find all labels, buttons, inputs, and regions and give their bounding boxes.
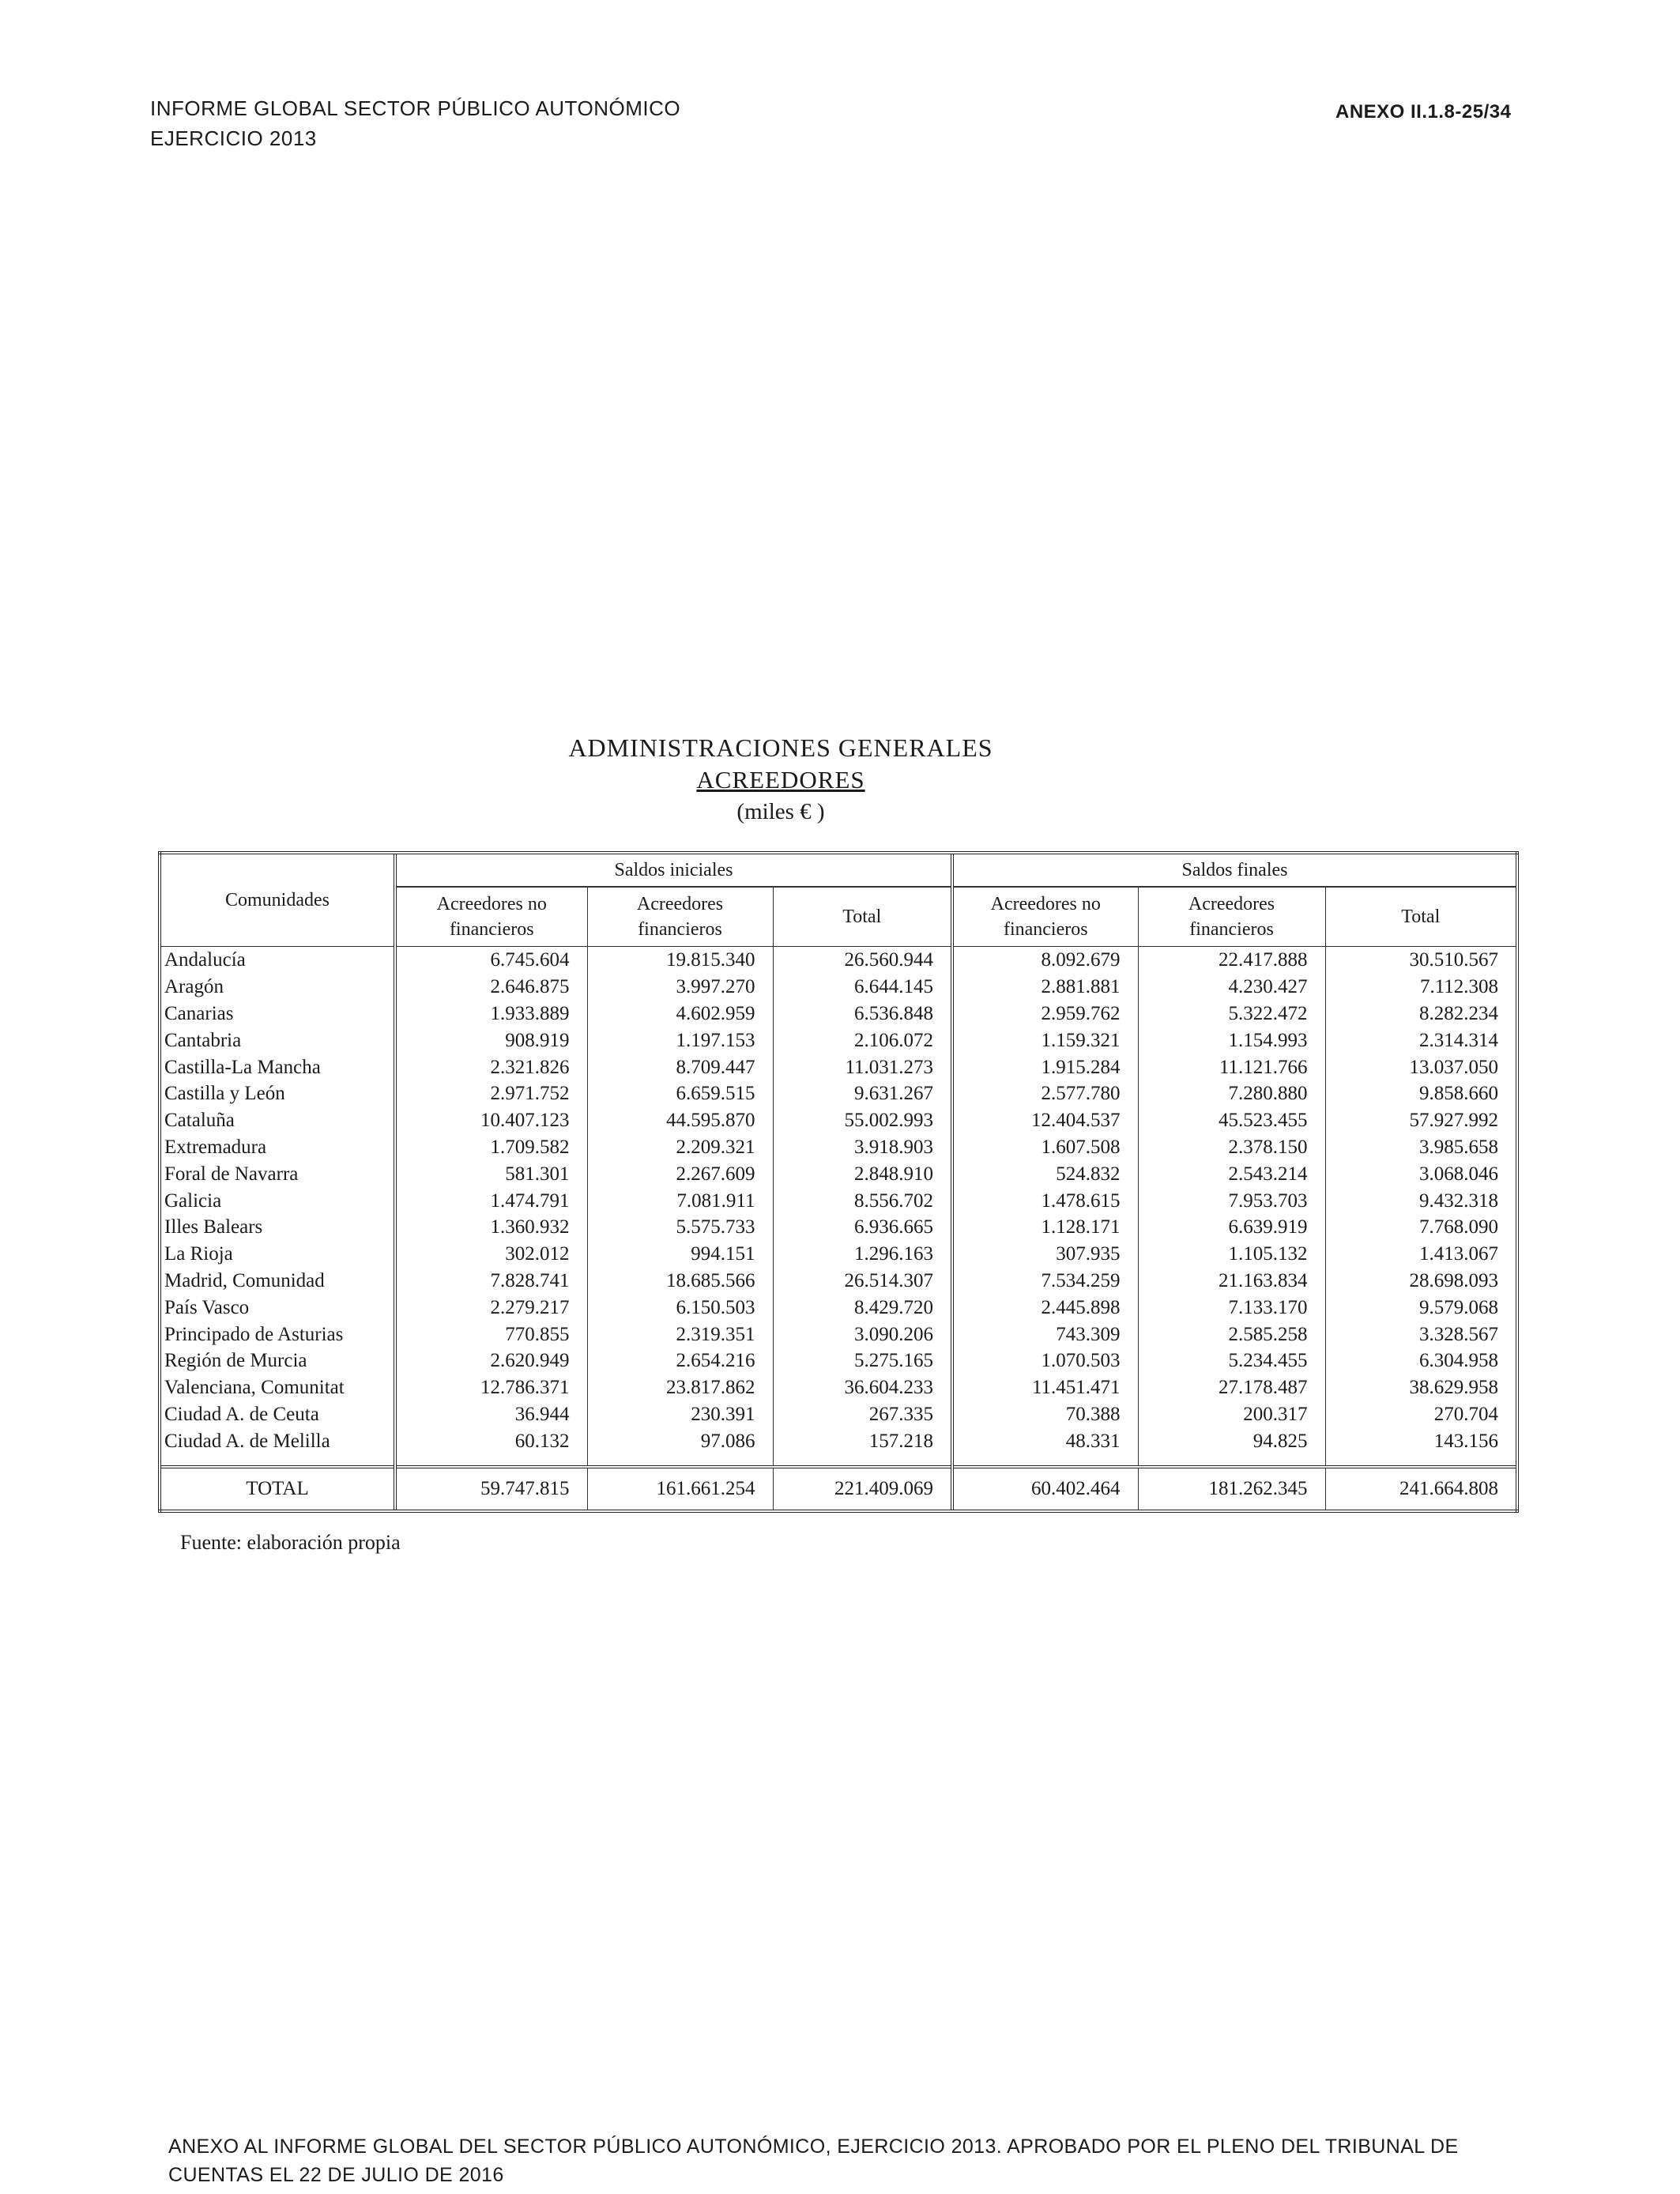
amount-cell: 7.953.703 xyxy=(1138,1187,1325,1214)
amount-cell: 6.936.665 xyxy=(773,1214,952,1241)
amount-cell: 8.092.679 xyxy=(952,947,1138,974)
amount-cell: 3.068.046 xyxy=(1325,1160,1517,1187)
amount-cell: 18.685.566 xyxy=(587,1268,773,1295)
amount-cell: 1.607.508 xyxy=(952,1134,1138,1161)
amount-cell: 1.474.791 xyxy=(395,1187,587,1214)
amount-cell: 9.579.068 xyxy=(1325,1294,1517,1321)
amount-cell: 22.417.888 xyxy=(1138,947,1325,974)
column-header-initial-nonfinancial: Acreedores no financieros xyxy=(395,887,587,947)
table-row xyxy=(160,1160,1517,1187)
spacer-row xyxy=(160,1454,1517,1467)
amount-cell: 36.944 xyxy=(395,1401,587,1428)
amount-cell: 23.817.862 xyxy=(587,1374,773,1401)
amount-cell: 12.404.537 xyxy=(952,1107,1138,1134)
table-units: (miles € ) xyxy=(736,799,825,824)
page-footer xyxy=(168,2132,1527,2189)
community-name: Galicia xyxy=(160,1187,395,1214)
amount-cell: 7.534.259 xyxy=(952,1268,1138,1295)
amount-cell: 2.620.949 xyxy=(395,1348,587,1374)
community-name: Illes Balears xyxy=(160,1214,395,1241)
amount-cell: 2.321.826 xyxy=(395,1054,587,1080)
table-row xyxy=(160,1241,1517,1268)
amount-cell: 181.262.345 xyxy=(1138,1467,1325,1511)
amount-cell: 44.595.870 xyxy=(587,1107,773,1134)
amount-cell: 7.280.880 xyxy=(1138,1080,1325,1107)
amount-cell: 36.604.233 xyxy=(773,1374,952,1401)
amount-cell: 2.577.780 xyxy=(952,1080,1138,1107)
table-row xyxy=(160,1294,1517,1321)
amount-cell: 28.698.093 xyxy=(1325,1268,1517,1295)
community-name: Cataluña xyxy=(160,1107,395,1134)
amount-cell: 5.575.733 xyxy=(587,1214,773,1241)
amount-cell: 5.275.165 xyxy=(773,1348,952,1374)
amount-cell: 2.585.258 xyxy=(1138,1321,1325,1348)
community-name: Castilla y León xyxy=(160,1080,395,1107)
table-row xyxy=(160,1080,1517,1107)
table-row xyxy=(160,974,1517,1001)
table-title: ADMINISTRACIONES GENERALES xyxy=(568,733,993,762)
amount-cell: 1.709.582 xyxy=(395,1134,587,1161)
amount-cell: 2.646.875 xyxy=(395,974,587,1001)
amount-cell: 770.855 xyxy=(395,1321,587,1348)
amount-cell: 94.825 xyxy=(1138,1427,1325,1454)
amount-cell: 3.997.270 xyxy=(587,974,773,1001)
table-row xyxy=(160,1401,1517,1428)
table-row xyxy=(160,1321,1517,1348)
amount-cell: 270.704 xyxy=(1325,1401,1517,1428)
table-row xyxy=(160,1214,1517,1241)
amount-cell: 8.709.447 xyxy=(587,1054,773,1080)
amount-cell: 994.151 xyxy=(587,1241,773,1268)
amount-cell: 5.234.455 xyxy=(1138,1348,1325,1374)
community-name: La Rioja xyxy=(160,1241,395,1268)
header-row-groups xyxy=(160,853,1517,887)
report-year: EJERCICIO 2013 xyxy=(150,126,317,150)
community-name: País Vasco xyxy=(160,1294,395,1321)
amount-cell: 70.388 xyxy=(952,1401,1138,1428)
amount-cell: 161.661.254 xyxy=(587,1467,773,1511)
amount-cell: 60.402.464 xyxy=(952,1467,1138,1511)
amount-cell: 302.012 xyxy=(395,1241,587,1268)
group-header-final: Saldos finales xyxy=(952,853,1517,887)
amount-cell: 2.848.910 xyxy=(773,1160,952,1187)
amount-cell: 11.451.471 xyxy=(952,1374,1138,1401)
amount-cell: 10.407.123 xyxy=(395,1107,587,1134)
amount-cell: 6.536.848 xyxy=(773,1001,952,1027)
amount-cell: 6.150.503 xyxy=(587,1294,773,1321)
amount-cell: 2.106.072 xyxy=(773,1027,952,1054)
annex-reference: ANEXO II.1.8-25/34 xyxy=(1335,101,1512,123)
report-header xyxy=(150,93,680,153)
amount-cell: 3.328.567 xyxy=(1325,1321,1517,1348)
amount-cell: 2.959.762 xyxy=(952,1001,1138,1027)
table-row xyxy=(160,1027,1517,1054)
table-row xyxy=(160,1268,1517,1295)
amount-cell: 9.432.318 xyxy=(1325,1187,1517,1214)
amount-cell: 1.933.889 xyxy=(395,1001,587,1027)
amount-cell: 57.927.992 xyxy=(1325,1107,1517,1134)
community-name: TOTAL xyxy=(160,1467,395,1511)
table-subtitle: ACREEDORES xyxy=(696,766,865,794)
community-name: Ciudad A. de Ceuta xyxy=(160,1401,395,1428)
creditors-table xyxy=(158,851,1519,1513)
table-row xyxy=(160,1134,1517,1161)
amount-cell: 8.282.234 xyxy=(1325,1001,1517,1027)
footer-line-1: ANEXO AL INFORME GLOBAL DEL SECTOR PÚBLICO AUTONÓMICO, EJERCICIO 2013. APROBADO POR EL PLENO DEL TRIBUNAL DE xyxy=(168,2136,1459,2158)
amount-cell: 6.659.515 xyxy=(587,1080,773,1107)
amount-cell: 267.335 xyxy=(773,1401,952,1428)
amount-cell: 2.445.898 xyxy=(952,1294,1138,1321)
column-header-final-financial: Acreedores financieros xyxy=(1138,887,1325,947)
column-header-final-total: Total xyxy=(1325,887,1517,947)
table-row xyxy=(160,1348,1517,1374)
table-row xyxy=(160,1054,1517,1080)
amount-cell: 2.279.217 xyxy=(395,1294,587,1321)
community-name: Principado de Asturias xyxy=(160,1321,395,1348)
community-name: Valenciana, Comunitat xyxy=(160,1374,395,1401)
source-note: Fuente: elaboración propia xyxy=(180,1531,401,1554)
amount-cell: 1.070.503 xyxy=(952,1348,1138,1374)
amount-cell: 2.378.150 xyxy=(1138,1134,1325,1161)
amount-cell: 157.218 xyxy=(773,1427,952,1454)
amount-cell: 3.918.903 xyxy=(773,1134,952,1161)
amount-cell: 6.745.604 xyxy=(395,947,587,974)
amount-cell: 97.086 xyxy=(587,1427,773,1454)
table-row xyxy=(160,1001,1517,1027)
amount-cell: 6.639.919 xyxy=(1138,1214,1325,1241)
report-title: INFORME GLOBAL SECTOR PÚBLICO AUTONÓMICO xyxy=(150,96,681,120)
amount-cell: 1.197.153 xyxy=(587,1027,773,1054)
column-header-communities: Comunidades xyxy=(160,853,395,947)
footer-line-2: CUENTAS EL 22 DE JULIO DE 2016 xyxy=(168,2164,504,2186)
amount-cell: 13.037.050 xyxy=(1325,1054,1517,1080)
amount-cell: 1.915.284 xyxy=(952,1054,1138,1080)
amount-cell: 524.832 xyxy=(952,1160,1138,1187)
column-header-initial-financial: Acreedores financieros xyxy=(587,887,773,947)
table-row xyxy=(160,947,1517,974)
amount-cell: 2.319.351 xyxy=(587,1321,773,1348)
amount-cell: 45.523.455 xyxy=(1138,1107,1325,1134)
amount-cell: 48.331 xyxy=(952,1427,1138,1454)
amount-cell: 38.629.958 xyxy=(1325,1374,1517,1401)
column-header-initial-total: Total xyxy=(773,887,952,947)
amount-cell: 2.209.321 xyxy=(587,1134,773,1161)
table-row xyxy=(160,1374,1517,1401)
amount-cell: 7.081.911 xyxy=(587,1187,773,1214)
amount-cell: 55.002.993 xyxy=(773,1107,952,1134)
amount-cell: 743.309 xyxy=(952,1321,1138,1348)
column-header-final-nonfinancial: Acreedores no financieros xyxy=(952,887,1138,947)
amount-cell: 1.159.321 xyxy=(952,1027,1138,1054)
amount-cell: 2.881.881 xyxy=(952,974,1138,1001)
amount-cell: 581.301 xyxy=(395,1160,587,1187)
amount-cell: 26.514.307 xyxy=(773,1268,952,1295)
amount-cell: 11.031.273 xyxy=(773,1054,952,1080)
amount-cell: 7.112.308 xyxy=(1325,974,1517,1001)
amount-cell: 2.267.609 xyxy=(587,1160,773,1187)
amount-cell: 1.154.993 xyxy=(1138,1027,1325,1054)
amount-cell: 4.230.427 xyxy=(1138,974,1325,1001)
table-row xyxy=(160,1107,1517,1134)
amount-cell: 1.128.171 xyxy=(952,1214,1138,1241)
amount-cell: 307.935 xyxy=(952,1241,1138,1268)
amount-cell: 200.317 xyxy=(1138,1401,1325,1428)
amount-cell: 9.858.660 xyxy=(1325,1080,1517,1107)
table-row xyxy=(160,1427,1517,1454)
community-name: Extremadura xyxy=(160,1134,395,1161)
amount-cell: 59.747.815 xyxy=(395,1467,587,1511)
amount-cell: 230.391 xyxy=(587,1401,773,1428)
amount-cell: 2.543.214 xyxy=(1138,1160,1325,1187)
amount-cell: 21.163.834 xyxy=(1138,1268,1325,1295)
community-name: Ciudad A. de Melilla xyxy=(160,1427,395,1454)
community-name: Madrid, Comunidad xyxy=(160,1268,395,1295)
amount-cell: 1.478.615 xyxy=(952,1187,1138,1214)
amount-cell: 1.413.067 xyxy=(1325,1241,1517,1268)
amount-cell: 8.556.702 xyxy=(773,1187,952,1214)
community-name: Canarias xyxy=(160,1001,395,1027)
amount-cell: 6.644.145 xyxy=(773,974,952,1001)
table-title-block xyxy=(0,731,1680,827)
amount-cell: 27.178.487 xyxy=(1138,1374,1325,1401)
amount-cell: 2.314.314 xyxy=(1325,1027,1517,1054)
community-name: Aragón xyxy=(160,974,395,1001)
community-name: Andalucía xyxy=(160,947,395,974)
amount-cell: 8.429.720 xyxy=(773,1294,952,1321)
amount-cell: 30.510.567 xyxy=(1325,947,1517,974)
amount-cell: 1.105.132 xyxy=(1138,1241,1325,1268)
amount-cell: 221.409.069 xyxy=(773,1467,952,1511)
community-name: Castilla-La Mancha xyxy=(160,1054,395,1080)
total-row xyxy=(160,1467,1517,1511)
amount-cell: 908.919 xyxy=(395,1027,587,1054)
amount-cell: 3.090.206 xyxy=(773,1321,952,1348)
amount-cell: 3.985.658 xyxy=(1325,1134,1517,1161)
amount-cell: 11.121.766 xyxy=(1138,1054,1325,1080)
amount-cell: 26.560.944 xyxy=(773,947,952,974)
community-name: Región de Murcia xyxy=(160,1348,395,1374)
amount-cell: 4.602.959 xyxy=(587,1001,773,1027)
amount-cell: 2.971.752 xyxy=(395,1080,587,1107)
amount-cell: 9.631.267 xyxy=(773,1080,952,1107)
amount-cell: 60.132 xyxy=(395,1427,587,1454)
amount-cell: 12.786.371 xyxy=(395,1374,587,1401)
table-row xyxy=(160,1187,1517,1214)
amount-cell: 1.360.932 xyxy=(395,1214,587,1241)
amount-cell: 2.654.216 xyxy=(587,1348,773,1374)
amount-cell: 1.296.163 xyxy=(773,1241,952,1268)
amount-cell: 5.322.472 xyxy=(1138,1001,1325,1027)
group-header-initial: Saldos iniciales xyxy=(395,853,952,887)
community-name: Foral de Navarra xyxy=(160,1160,395,1187)
amount-cell: 6.304.958 xyxy=(1325,1348,1517,1374)
amount-cell: 241.664.808 xyxy=(1325,1467,1517,1511)
community-name: Cantabria xyxy=(160,1027,395,1054)
amount-cell: 7.768.090 xyxy=(1325,1214,1517,1241)
amount-cell: 7.828.741 xyxy=(395,1268,587,1295)
amount-cell: 19.815.340 xyxy=(587,947,773,974)
amount-cell: 7.133.170 xyxy=(1138,1294,1325,1321)
amount-cell: 143.156 xyxy=(1325,1427,1517,1454)
